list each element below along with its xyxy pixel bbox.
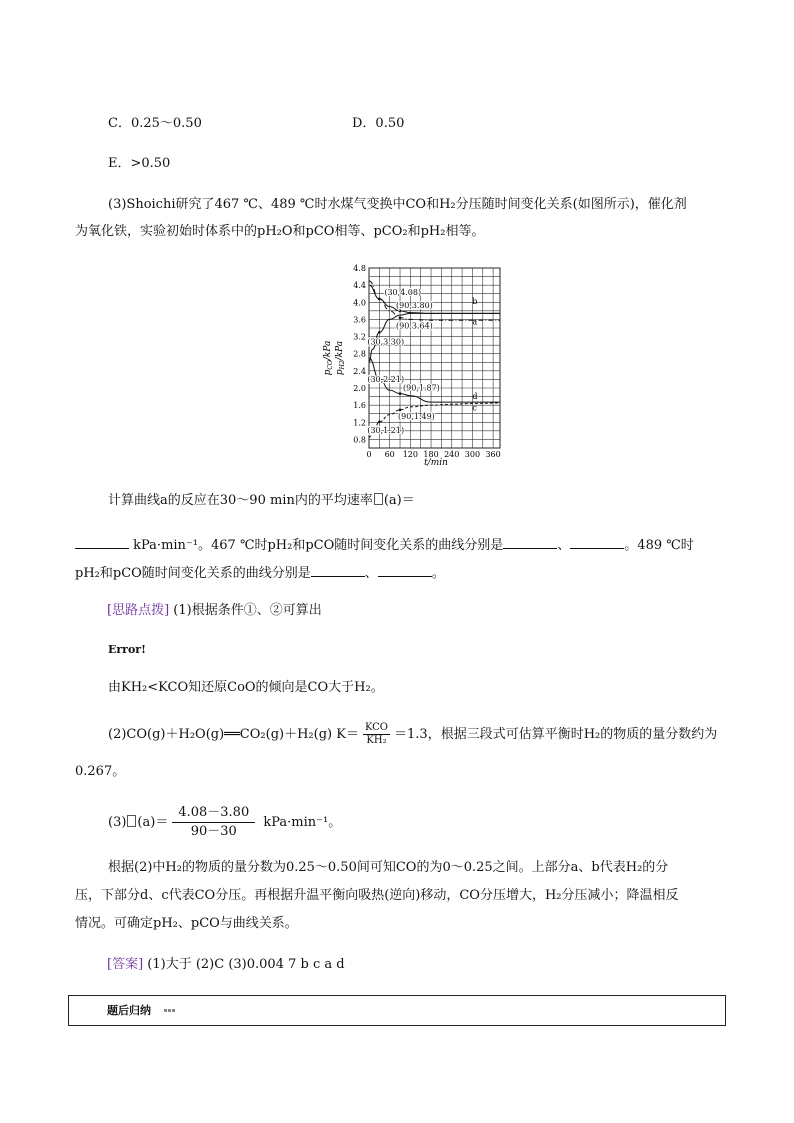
answer-text: (1)大于 (2)C (3)0.004 7 b c a d [147,957,345,972]
option-d: D．0.50 [352,116,405,131]
rate-frac-den: 90－30 [190,824,237,839]
x-tick-label: 240 [444,450,460,459]
point-label: (30,2.21) [367,375,405,384]
reaction-text: (2)CO(g)＋H₂O(g)══CO₂(g)＋H₂(g) K＝ [108,727,359,742]
point-label: (30,1.21) [367,425,405,435]
analysis-p2-cont: 0.267。 [75,764,126,779]
curve-label: a [472,317,478,327]
x-tick-label: 300 [464,450,481,459]
answer-blank-5[interactable] [378,562,432,577]
calc-line [108,491,415,511]
x-axis-label: t/min [424,458,448,468]
analysis-p3 [108,803,341,843]
p3-label: (3) [108,815,127,830]
curve-label: c [472,403,477,413]
y-tick-label: 1.6 [353,401,366,411]
y-tick-label: 1.2 [353,418,366,428]
data-point [378,298,381,301]
answer-tag: [答案] [107,957,144,972]
data-point [399,409,402,412]
x-tick-label: 360 [485,450,501,459]
unit-text: kPa·min⁻¹。467 ℃时pH₂和pCO随时间变化关系的曲线分别是 [133,538,504,553]
sep-2: 、 [364,566,378,581]
point-label: (30,4.08) [384,287,422,297]
data-point [399,310,402,313]
curve-label: d [472,392,478,402]
point-label: (90,1.87) [403,383,440,393]
answer-blank-1[interactable] [75,534,129,549]
x-tick-label: 0 [366,450,372,459]
analysis-p4-line2: 压，下部分d、c代表CO分压。再根据升温平衡向吸热(逆向)移动，CO分压增大，H₂分压减小；降温相反 [75,888,679,903]
data-point [378,421,381,424]
dots-icon [164,1009,176,1012]
rate-unit: kPa·min⁻¹。 [263,815,342,830]
analysis-intro-text: (1)根据条件①、②可算出 [173,603,322,618]
blanks-line-1 [75,534,694,556]
y-tick-label: 2.4 [353,366,366,376]
analysis-p4-line3: 情况。可确定pH₂、pCO与曲线关系。 [75,916,298,931]
y-tick-label: 2.0 [353,384,366,393]
analysis-tag: [思路点拨] [107,603,170,618]
point-label: (90,1.49) [398,411,435,421]
line-b-text: pH₂和pCO随时间变化关系的曲线分别是 [75,566,311,581]
error-text: Error! [108,643,146,656]
calc-suffix: (a)＝ [383,493,415,508]
data-point [399,392,402,395]
x-tick-label: 60 [384,450,395,459]
y-tick-label: 3.6 [353,315,366,325]
x-tick-label: 120 [402,450,419,459]
curve-label: b [472,297,478,306]
summary-title: 题后归纳 [107,1004,151,1017]
y-tick-label: 4.8 [353,264,366,273]
end-2: 。 [431,566,445,581]
answer-blank-2[interactable] [503,534,557,549]
answer-blank-3[interactable] [570,534,624,549]
y-axis-label: $p_{CO}$/kPa [323,340,334,376]
analysis-p1: 由KH₂<KCO知还原CoO的倾向是CO大于H₂。 [108,680,384,695]
end-1: 。489 ℃时 [624,538,694,553]
reaction-result: ＝1.3，根据三段式可估算平衡时H₂的物质的量分数约为 [394,727,718,742]
y-tick-label: 4.0 [353,298,366,308]
option-c: C．0.25～0.50 [108,116,202,131]
summary-box [68,995,726,1026]
data-point [378,331,381,334]
chart-annotations [367,288,477,435]
rate-frac-num: 4.08－3.80 [172,804,255,823]
x-tick-label: 180 [423,450,439,459]
analysis-intro [107,601,322,621]
y-tick-label: 2.8 [353,349,366,359]
y-tick-label: 3.2 [353,332,366,342]
sep-1: 、 [557,538,571,553]
rate-fraction [172,804,255,841]
k-fraction [363,722,390,747]
data-point [399,316,402,319]
answer-line [107,955,345,975]
point-label: (30,3.30) [367,337,405,347]
question-3-line1: (3)Shoichi研究了467 ℃、489 ℃时水煤气变换中CO和H₂分压随时间变化关系(如图所示)，催化剂 [108,197,687,212]
k-frac-num: KCO [364,722,389,733]
point-label: (90,3.64) [396,321,433,331]
p3-a: (a)＝ [137,815,169,830]
option-e: E．>0.50 [108,156,171,171]
answer-blank-4[interactable] [311,562,365,577]
blanks-line-2 [75,562,445,584]
analysis-p4-line1: 根据(2)中H₂的物质的量分数为0.25～0.50间可知CO的为0～0.25之间。上部分a、b代表H₂的分 [108,860,669,875]
rate-symbol-icon-2 [127,815,136,827]
question-3-line2: 为氧化铁，实验初始时体系中的pH₂O和pCO相等、pCO₂和pH₂相等。 [75,224,485,239]
partial-pressure-chart [318,258,508,470]
calc-prefix: 计算曲线a的反应在30～90 min内的平均速率 [108,493,373,508]
y-tick-label: 4.4 [353,281,366,291]
point-label: (90,3.80) [396,300,433,310]
y-tick-label: 0.8 [353,435,366,445]
analysis-p2 [108,717,717,753]
y-axis-label-2: $p_{H2}$/kPa [335,340,346,376]
curve-a [369,281,500,320]
rate-symbol-icon [374,493,383,505]
k-frac-den: KH₂ [366,735,387,746]
